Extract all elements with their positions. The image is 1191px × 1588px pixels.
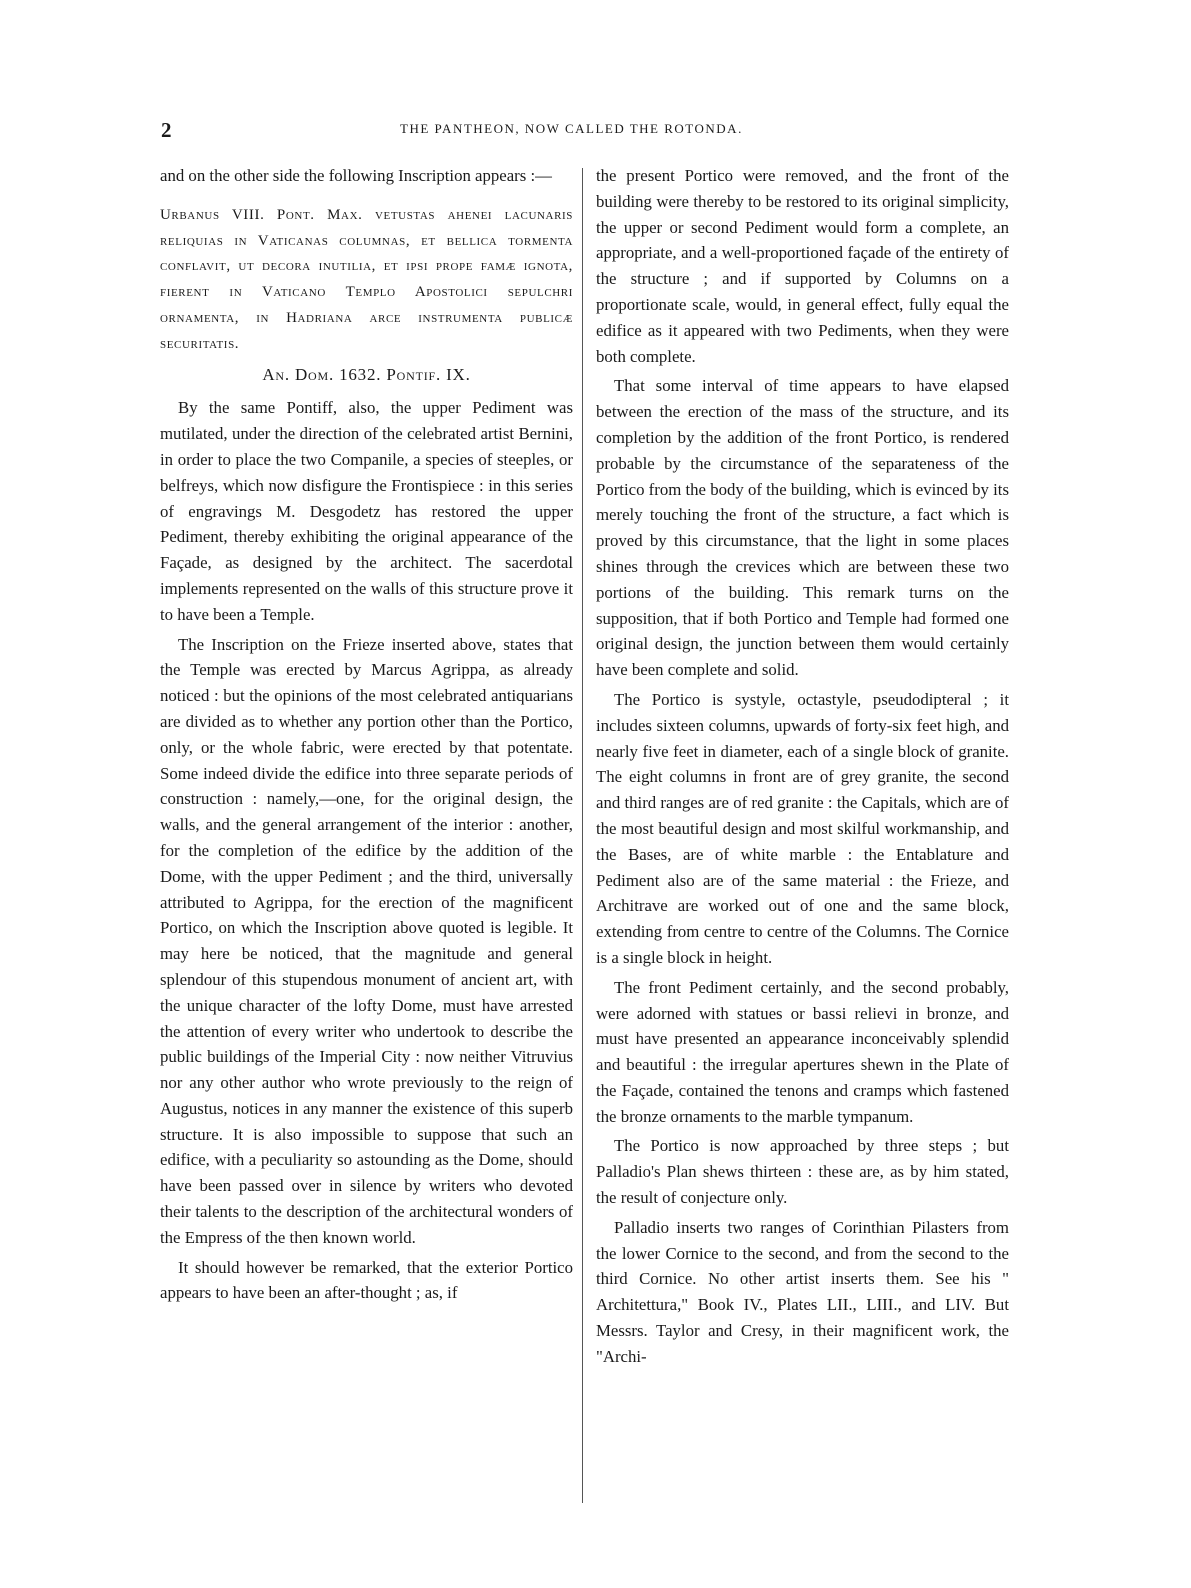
paragraph: That some interval of time appears to have elapsed between the erection of the mass of the structure, and its completion by the addition of the front Portico, is rendered probable by the circumstance of the separateness of the Portico from the body of the building, which is evinced by its merely touching the front of the structure, a fact which is proved by this circumstance, that the light in some places shines through the crevices which are between these two portions of the building. This remark turns on the supposition, that if both Portico and Temple had formed one original design, the junction between them would certainly have been complete and solid.: [596, 376, 1009, 680]
inscription-date: An. Dom. 1632. Pontif. IX.: [262, 364, 471, 384]
inscription-text: Urbanus VIII. Pont. Max. vetustas ahenei lacunaris reliquias in Vaticanas columnas, et bellica tormenta conflavit, ut decora inutilia, et ipsi prope famæ ignota, fierent in Vaticano Templo Apostolici sepulchri ornamenta, in Hadriana arce instrumenta publicæ securitatis.: [160, 206, 573, 352]
running-title: THE PANTHEON, NOW CALLED THE ROTONDA.: [400, 121, 743, 136]
paragraph: The front Pediment certainly, and the second probably, were adorned with statues or bassi relievi in bronze, and must have presented an appearance inconceivably splendid and beautiful : the irregular apertures shewn in the Plate of the Façade, contained the tenons and cramps which fastened the bronze ornaments to the marble tympanum.: [596, 977, 1009, 1126]
paragraph: The Portico is systyle, octastyle, pseudodipteral ; it includes sixteen columns, upwards of forty-six feet high, and nearly five feet in diameter, each of a single block of granite. The eight columns in front are of grey granite, the second and third ranges are of red granite : the Capitals, which are of the most beautiful design and most skilful workmanship, and the Bases, are of white marble : the Entablature and Pediment also are of the same material : the Frieze, and Architrave are worked out of one and the same block, extending from centre to centre of the Columns. The Cornice is a single block in height.: [596, 689, 1009, 967]
left-column: [160, 163, 573, 1310]
paragraph: the present Portico were removed, and the front of the building were thereby to be restored to its original simplicity, the upper or second Pediment would form a complete, an appropriate, and a well-proportioned façade of the entirety of the structure ; and if supported by Columns on a proportionate scale, would, in general effect, fully equal the edifice as it appeared with two Pediments, when they were both complete.: [596, 166, 1009, 366]
paragraph: Palladio inserts two ranges of Corinthian Pilasters from the lower Cornice to the second, and from the second to the third Cornice. No other artist inserts them. See his " Architettura," Book IV., Plates LII., LIII., and LIV. But Messrs. Taylor and Cresy, in their magnificent work, the "Archi-: [596, 1217, 1009, 1366]
paragraph: It should however be remarked, that the exterior Portico appears to have been an after-thought ; as, if: [160, 1257, 573, 1303]
page-number: 2: [161, 118, 172, 142]
column-divider: [582, 168, 583, 1503]
paragraph: By the same Pontiff, also, the upper Pediment was mutilated, under the direction of the celebrated artist Bernini, in order to place the two Companile, a species of steeples, or belfreys, which now disfigure the Frontispiece : in this series of engravings M. Desgodetz has restored the upper Pediment, thereby exhibiting the original appearance of the Façade, as designed by the architect. The sacerdotal implements represented on the walls of this structure prove it to have been a Temple.: [160, 398, 573, 624]
right-column: [596, 163, 1009, 1374]
paragraph: The Inscription on the Frieze inserted above, states that the Temple was erected by Marcus Agrippa, as already noticed : but the opinions of the most celebrated antiquarians are divided as to whether any portion other than the Portico, only, or the whole fabric, were erected by that potentate. Some indeed divide the edifice into three separate periods of construction : namely,—one, for the original design, the walls, and the general arrangement of the interior : another, for the completion of the edifice by the addition of the Dome, with the upper Pediment ; and the third, universally attributed to Agrippa, for the erection of the magnificent Portico, on which the Inscription above quoted is legible. It may here be noticed, that the magnitude and general splendour of this stupendous monument of ancient art, with the unique character of the lofty Dome, must have arrested the attention of every writer who undertook to describe the public buildings of the Imperial City : now neither Vitruvius nor any other author who wrote previously to the reign of Augustus, notices in any manner the existence of this superb structure. It is also impossible to suppose that such an edifice, with a peculiarity so astounding as the Dome, should have been passed over in silence by writers who devoted their talents to the description of the architectural wonders of the Empress of the then known world.: [160, 634, 573, 1247]
intro-paragraph: and on the other side the following Inscription appears :—: [160, 166, 552, 185]
latin-inscription: [160, 203, 573, 358]
paragraph: The Portico is now approached by three steps ; but Palladio's Plan shews thirteen : these are, as by him stated, the result of conjecture only.: [596, 1136, 1009, 1208]
